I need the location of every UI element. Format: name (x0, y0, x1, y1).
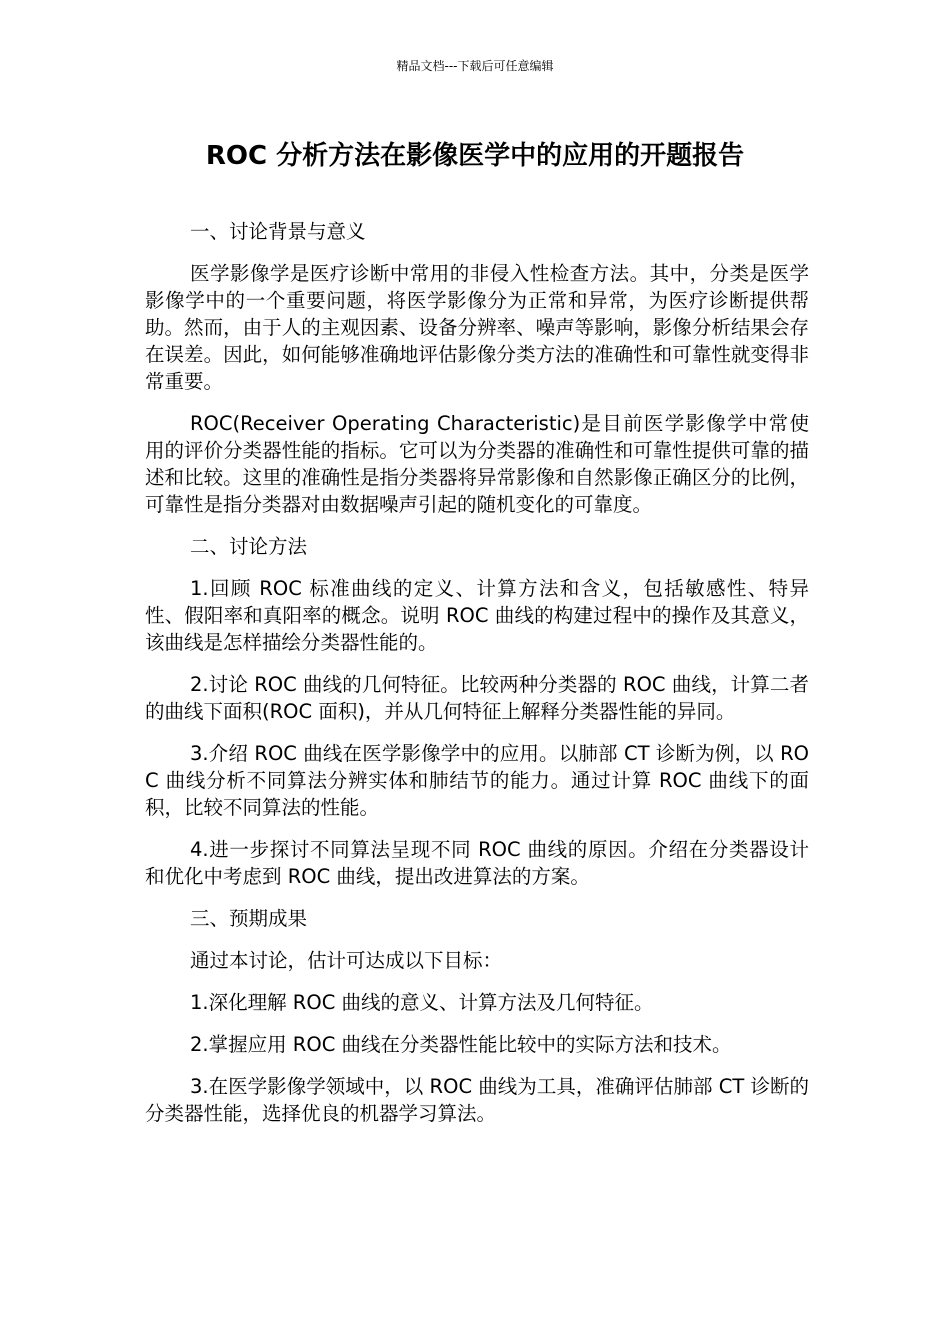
paragraph: ROC(Receiver Operating Characteristic)是目前医学影像学中常使用的评价分类器性能的指标。它可以为分类器的准确性和可靠性提供可靠的描述和比较。这里的准确性是指分类器将异常影像和自然影像正确区分的比例，可靠性是指分类器对由数据噪声引起的随机变化的可靠度。 (145, 412, 809, 516)
list-item: 3.在医学影像学领域中，以 ROC 曲线为工具，准确评估肺部 CT 诊断的分类器性能，选择优良的机器学习算法。 (145, 1075, 809, 1125)
list-item: 4.进一步探讨不同算法呈现不同 ROC 曲线的原因。介绍在分类器设计和优化中考虑到 ROC 曲线，提出改进算法的方案。 (145, 838, 809, 888)
paragraph: 医学影像学是医疗诊断中常用的非侵入性检查方法。其中，分类是医学影像学中的一个重要问题，将医学影像分为正常和异常，为医疗诊断提供帮助。然而，由于人的主观因素、设备分辨率、噪声等影响，影像分析结果会存在误差。因此，如何能够准确地评估影像分类方法的准确性和可靠性就变得非常重要。 (145, 262, 809, 393)
section-heading-methods: 二、讨论方法 (190, 535, 308, 558)
list-item: 1.深化理解 ROC 曲线的意义、计算方法及几何特征。 (190, 991, 654, 1014)
list-item: 2.掌握应用 ROC 曲线在分类器性能比较中的实际方法和技术。 (190, 1033, 732, 1056)
page-header: 精品文档---下载后可任意编辑 (396, 59, 554, 73)
document-title: ROC 分析方法在影像医学中的应用的开题报告 (205, 141, 745, 171)
list-item: 2.讨论 ROC 曲线的几何特征。比较两种分类器的 ROC 曲线，计算二者的曲线下面积(ROC 面积)，并从几何特征上解释分类器性能的异同。 (145, 673, 809, 723)
list-item: 1.回顾 ROC 标准曲线的定义、计算方法和含义，包括敏感性、特异性、假阳率和真阳率的概念。说明 ROC 曲线的构建过程中的操作及其意义，该曲线是怎样描绘分类器性能的。 (145, 577, 809, 654)
paragraph: 通过本讨论，估计可达成以下目标： (190, 949, 503, 972)
list-item: 3.介绍 ROC 曲线在医学影像学中的应用。以肺部 CT 诊断为例，以 ROC 曲线分析不同算法分辨实体和肺结节的能力。通过计算 ROC 曲线下的面积，比较不同算法的性能。 (145, 742, 809, 819)
document-body (145, 218, 809, 1142)
section-heading-background: 一、讨论背景与意义 (190, 220, 366, 243)
section-heading-outcomes: 三、预期成果 (190, 907, 308, 930)
